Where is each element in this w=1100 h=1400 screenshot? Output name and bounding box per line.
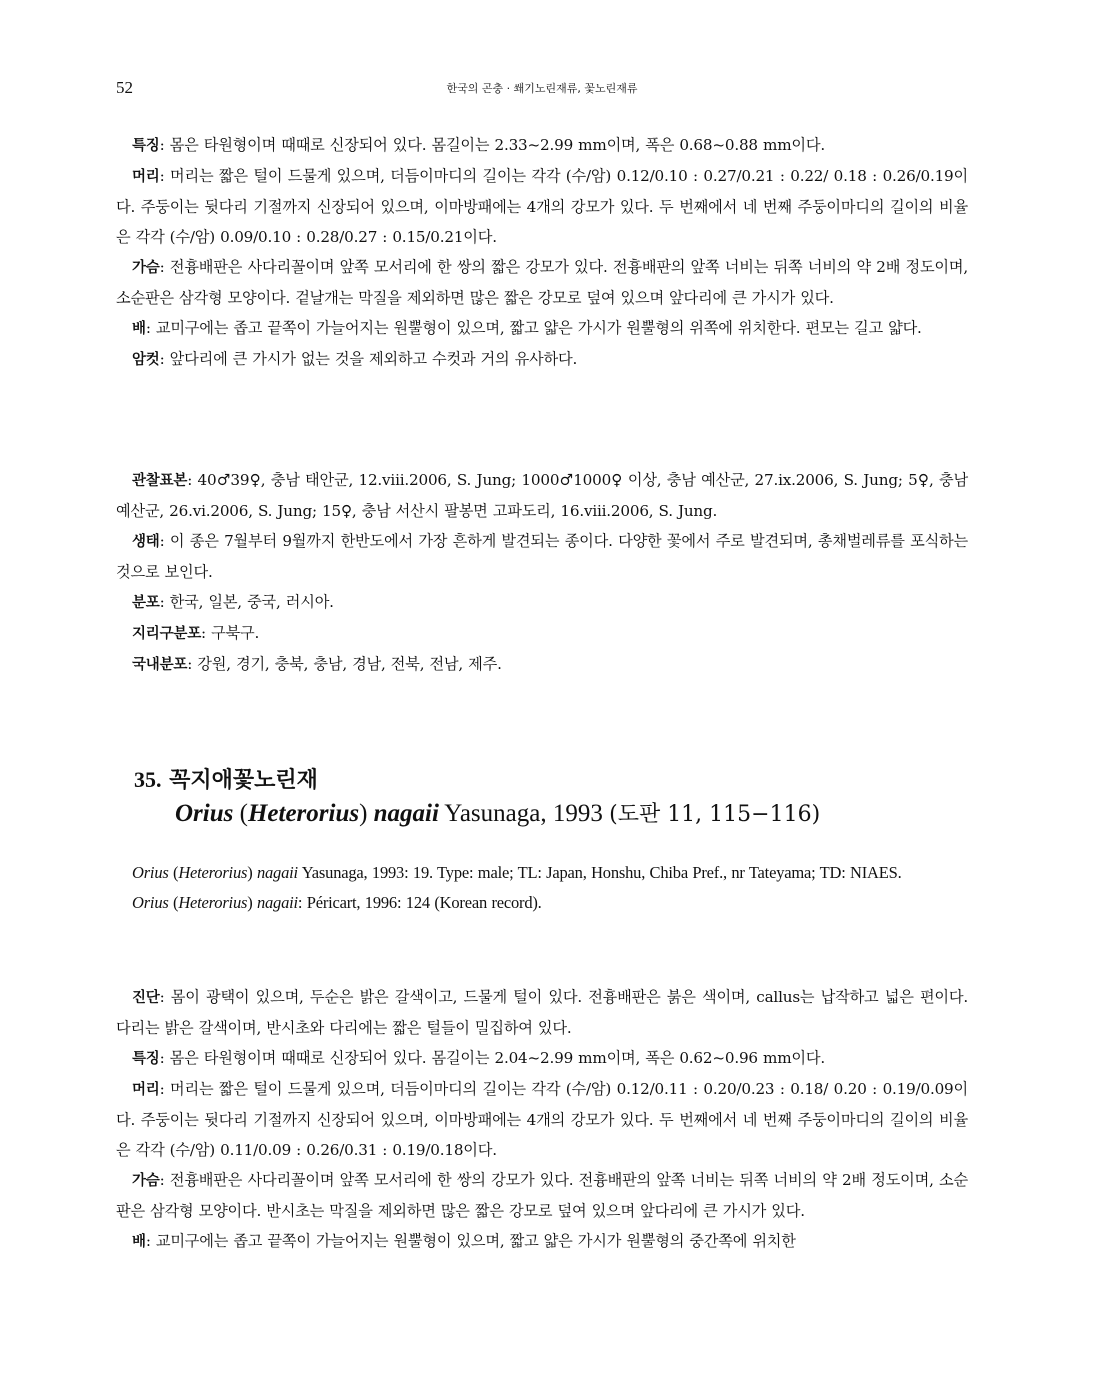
species-subgenus: Heterorius [247, 800, 360, 827]
head-text: : 머리는 짧은 털이 드물게 있으며, 더듬이마디의 길이는 각각 (수/암) 0.12/0.11 : 0.20/0.23 : 0.18/ 0.20 : 0.19/0.09이다. 주둥이는 뒷다리 기절까지 신장되어 있으며, 이마방패에는 4개의 강모가 있다. 두 번째에서 네 번째 주둥이마디의 길이의 비율은 각각 (수/암) 0.11/0.09 : 0.26/0.31 : 0.19/0.18이다. [116, 1080, 968, 1159]
head-paragraph [116, 1074, 968, 1165]
diagnosis-paragraph [116, 982, 968, 1043]
synonym-entry: Orius (Heterorius) nagaii: Péricart, 1996: 124 (Korean record). [132, 893, 542, 912]
features-paragraph [116, 130, 968, 161]
distribution-paragraph [116, 587, 968, 618]
female-paragraph [116, 344, 968, 375]
thorax-paragraph [116, 1165, 968, 1226]
features-label: 특징 [132, 1051, 160, 1067]
running-title: 한국의 곤충 · 쐐기노린재류, 꽃노린재류 [446, 82, 638, 95]
domestic-distribution-text: : 강원, 경기, 충북, 충남, 경남, 전북, 전남, 제주. [187, 655, 502, 673]
thorax-label: 가슴 [132, 1173, 160, 1189]
synonym-genus: Orius [132, 863, 169, 882]
species-number: 35. [134, 767, 162, 792]
diagnosis-label: 진단 [132, 990, 160, 1006]
specimens-paragraph [116, 465, 968, 526]
thorax-text: : 전흉배판은 사다리꼴이며 앞쪽 모서리에 한 쌍의 짧은 강모가 있다. 전흉배판의 앞쪽 너비는 뒤쪽 너비의 약 2배 정도이며, 소순판은 삼각형 모양이다. 겉날개는 막질을 제외하면 많은 짧은 강모로 덮여 있으며 앞다리에 큰 가시가 있다. [116, 258, 968, 307]
ecology-label: 생태 [132, 534, 160, 550]
abdomen-text: : 교미구에는 좁고 끝쪽이 가늘어지는 원뿔형이 있으며, 짧고 얇은 가시가 원뿔형의 중간쪽에 위치한 [145, 1232, 796, 1250]
domestic-distribution-paragraph [116, 649, 968, 680]
head-label: 머리 [132, 169, 160, 185]
species-scientific-name: Orius (Heterorius) nagaii Yasunaga, 1993 (도판 11, 115−116) [175, 800, 821, 827]
abdomen-text: : 교미구에는 좁고 끝쪽이 가늘어지는 원뿔형이 있으며, 짧고 얇은 가시가 원뿔형의 위쪽에 위치한다. 편모는 길고 얇다. [145, 319, 922, 337]
synonym-subgenus: Heterorius [178, 893, 248, 912]
geo-distribution-paragraph [116, 618, 968, 649]
domestic-distribution-label: 국내분포 [132, 657, 188, 673]
species-description-section [116, 982, 968, 1257]
page-header [116, 78, 968, 102]
species-plate-ref: (도판 11, 115−116) [609, 802, 821, 827]
specimens-text: : 40♂39♀, 충남 태안군, 12.viii.2006, S. Jung; 1000♂1000♀ 이상, 충남 예산군, 27.ix.2006, S. Jung; 5♀, 충남 예산군, 26.vi.2006, S. Jung; 15♀, 충남 서산시 팔봉면 고파도리, 16.viii.2006, S. Jung. [116, 471, 968, 520]
abdomen-label: 배 [132, 321, 146, 337]
abdomen-paragraph [116, 313, 968, 344]
features-label: 특징 [132, 138, 160, 154]
synonymy-list [116, 858, 968, 918]
features-paragraph [116, 1043, 968, 1074]
head-label: 머리 [132, 1082, 160, 1098]
geo-distribution-text: : 구북구. [201, 624, 260, 642]
synonym-subgenus: Heterorius [178, 863, 248, 882]
synonym-epithet: nagaii [256, 893, 298, 912]
thorax-text: : 전흉배판은 사다리꼴이며 앞쪽 모서리에 한 쌍의 강모가 있다. 전흉배판의 앞쪽 너비는 뒤쪽 너비의 약 2배 정도이며, 소순판은 삼각형 모양이다. 반시초는 막질을 제외하면 많은 짧은 강모로 덮여 있으며 앞다리에 큰 가시가 있다. [116, 1171, 968, 1220]
ecology-paragraph [116, 526, 968, 587]
species-genus: Orius [175, 800, 234, 827]
species-author: Yasunaga, 1993 [444, 800, 603, 827]
species-heading [134, 763, 968, 798]
thorax-paragraph [116, 252, 968, 313]
page-number: 52 [116, 78, 133, 97]
synonym-epithet: nagaii [256, 863, 298, 882]
description-section [116, 130, 968, 375]
synonym-citation: Yasunaga, 1993: 19. Type: male; TL: Japan, Honshu, Chiba Pref., nr Tateyama; TD: NIAES. [297, 863, 902, 882]
species-korean-name: 꼭지애꽃노린재 [169, 768, 318, 793]
distribution-label: 분포 [132, 595, 160, 611]
specimens-label: 관찰표본 [132, 473, 188, 489]
features-text: : 몸은 타원형이며 때때로 신장되어 있다. 몸길이는 2.33~2.99 mm이며, 폭은 0.68~0.88 mm이다. [159, 136, 825, 154]
synonym-entry: Orius (Heterorius) nagaii Yasunaga, 1993: 19. Type: male; TL: Japan, Honshu, Chiba Pref., nr Tateyama; TD: NIAES. [132, 863, 902, 882]
distribution-text: : 한국, 일본, 중국, 러시아. [159, 593, 334, 611]
synonym-citation: : Péricart, 1996: 124 (Korean record). [297, 893, 542, 912]
abdomen-label: 배 [132, 1234, 146, 1250]
female-label: 암컷 [132, 352, 160, 368]
specimen-section [116, 465, 968, 680]
geo-distribution-label: 지리구분포 [132, 626, 202, 642]
ecology-text: : 이 종은 7월부터 9월까지 한반도에서 가장 흔하게 발견되는 종이다. 다양한 꽃에서 주로 발견되며, 총채벌레류를 포식하는 것으로 보인다. [116, 532, 968, 581]
abdomen-paragraph [116, 1226, 968, 1257]
species-epithet: nagaii [373, 800, 439, 827]
diagnosis-text: : 몸이 광택이 있으며, 두순은 밝은 갈색이고, 드물게 털이 있다. 전흉배판은 붉은 색이며, callus는 납작하고 넓은 편이다. 다리는 밝은 갈색이며, 반시초와 다리에는 짧은 털들이 밀집하여 있다. [116, 988, 968, 1037]
thorax-label: 가슴 [132, 260, 160, 276]
features-text: : 몸은 타원형이며 때때로 신장되어 있다. 몸길이는 2.04~2.99 mm이며, 폭은 0.62~0.96 mm이다. [159, 1049, 825, 1067]
synonym-genus: Orius [132, 893, 169, 912]
head-text: : 머리는 짧은 털이 드물게 있으며, 더듬이마디의 길이는 각각 (수/암) 0.12/0.10 : 0.27/0.21 : 0.22/ 0.18 : 0.26/0.19이다. 주둥이는 뒷다리 기절까지 신장되어 있으며, 이마방패에는 4개의 강모가 있다. 두 번째에서 네 번째 주둥이마디의 길이의 비율은 각각 (수/암) 0.09/0.10 : 0.28/0.27 : 0.15/0.21이다. [116, 167, 968, 246]
head-paragraph [116, 161, 968, 252]
female-text: : 앞다리에 큰 가시가 없는 것을 제외하고 수컷과 거의 유사하다. [159, 350, 578, 368]
